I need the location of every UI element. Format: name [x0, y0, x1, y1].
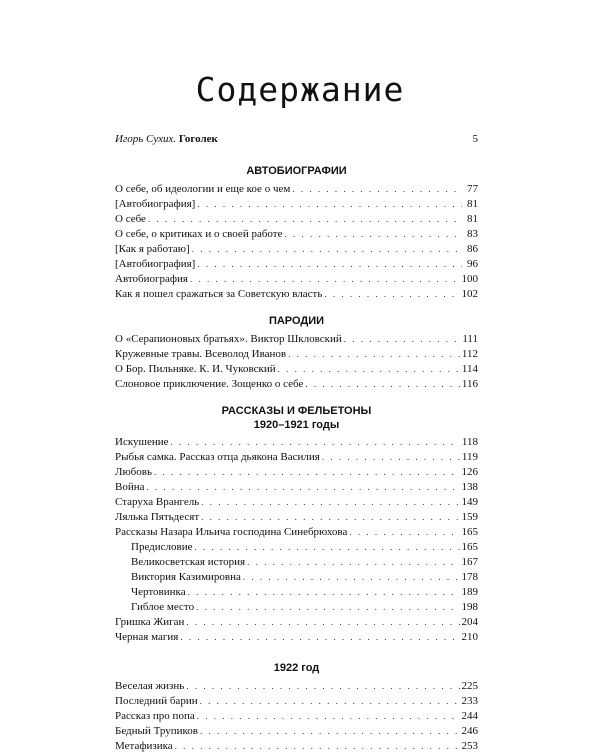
toc-entry[interactable] [115, 257, 478, 272]
leader [148, 212, 462, 227]
toc-entry[interactable] [115, 242, 478, 257]
entry-title: О себе, об идеологии и еще кое о чем [115, 183, 291, 195]
toc-entry[interactable] [115, 709, 478, 724]
page-number: 118 [461, 436, 478, 448]
entry-title: Гиблое место [131, 601, 195, 613]
page-number: 138 [461, 481, 478, 493]
page-number: 111 [462, 333, 478, 345]
leader [288, 347, 460, 362]
toc-entry[interactable] [115, 555, 478, 570]
entry-title: [Автобиография] [115, 258, 196, 270]
page-number: 100 [461, 273, 478, 285]
toc-entry[interactable] [115, 272, 478, 287]
leader [324, 287, 459, 302]
entry-title: Веселая жизнь [115, 680, 185, 692]
entry-title: Война [115, 481, 145, 493]
leader [349, 525, 459, 540]
leader [197, 709, 460, 724]
toc-entry[interactable] [115, 212, 478, 227]
leader [278, 362, 460, 377]
page-number: 112 [461, 348, 478, 360]
entry-title: Рыбья самка. Рассказ отца дьякона Василия [115, 451, 320, 463]
toc-entry[interactable] [115, 630, 478, 645]
leader [171, 435, 460, 450]
page-number: 189 [461, 586, 478, 598]
toc-entry[interactable] [115, 332, 478, 347]
leader [186, 679, 459, 694]
page-number: 165 [461, 526, 478, 538]
toc-entry[interactable] [115, 679, 478, 694]
toc-entry[interactable] [115, 570, 478, 585]
toc-entry[interactable] [115, 362, 478, 377]
page-number: 5 [472, 133, 478, 145]
page-number: 246 [461, 725, 478, 737]
page-title: Содержание [195, 70, 405, 109]
sections [115, 164, 478, 754]
toc-entry[interactable] [115, 465, 478, 480]
page-number: 116 [461, 378, 478, 390]
page-number: 77 [467, 183, 478, 195]
page-number: 244 [461, 710, 478, 722]
entry-title: Лялька Пятьдесят [115, 511, 200, 523]
leader [147, 480, 460, 495]
leader [192, 242, 462, 257]
leader [190, 272, 460, 287]
page-number: 119 [461, 451, 478, 463]
entry-title: Метафизика [115, 740, 173, 752]
section-subheading: 1920–1921 годы [253, 419, 340, 431]
intro-work: Гоголек [178, 133, 218, 145]
section-subheading: 1922 год [273, 662, 320, 674]
section-heading: ПАРОДИИ [268, 315, 325, 327]
entry-title: Чертовинка [131, 586, 186, 598]
page-number: 198 [461, 601, 478, 613]
leader [188, 585, 460, 600]
intro-entry[interactable] [115, 132, 478, 147]
page-number: 81 [467, 198, 478, 210]
entry-title: Гришка Жиган [115, 616, 185, 628]
page-number: 114 [461, 363, 478, 375]
page-number: 102 [461, 288, 478, 300]
entry-title: Кружевные травы. Всеволод Иванов [115, 348, 287, 360]
leader [292, 182, 462, 197]
toc-entry[interactable] [115, 197, 478, 212]
entry-title: [Как я работаю] [115, 243, 190, 255]
leader [305, 377, 460, 392]
toc-entry[interactable] [115, 694, 478, 709]
toc-section [115, 404, 478, 645]
entry-title: Автобиография [115, 273, 188, 285]
toc-section [115, 314, 478, 392]
leader [322, 450, 460, 465]
entry-title: Черная магия [115, 631, 179, 643]
toc-entry[interactable] [115, 435, 478, 450]
page-number: 233 [461, 695, 478, 707]
leader [186, 615, 459, 630]
toc-entry[interactable] [115, 739, 478, 754]
page-number: 210 [461, 631, 478, 643]
entry-title: О себе [115, 213, 146, 225]
toc-entry[interactable] [115, 377, 478, 392]
page-number: 149 [461, 496, 478, 508]
entry-title: Как я пошел сражаться за Советскую власть [115, 288, 323, 300]
page-number: 167 [461, 556, 478, 568]
leader [201, 495, 459, 510]
toc-entry[interactable] [115, 724, 478, 739]
entry-title: Рассказ про попа [115, 710, 195, 722]
entry-title: [Автобиография] [115, 198, 196, 210]
toc-entry[interactable] [115, 585, 478, 600]
leader [175, 739, 460, 754]
leader [195, 540, 460, 555]
toc-entry[interactable] [115, 347, 478, 362]
entry-title: Слоновое приключение. Зощенко о себе [115, 378, 304, 390]
entry-title: Великосветская история [131, 556, 246, 568]
leader [197, 257, 462, 272]
toc-section [115, 164, 478, 302]
page-number: 253 [461, 740, 478, 752]
leader [197, 197, 462, 212]
page-number: 159 [461, 511, 478, 523]
page-number: 165 [461, 541, 478, 553]
toc-entry[interactable] [115, 510, 478, 525]
leader [200, 694, 460, 709]
section-heading: АВТОБИОГРАФИИ [246, 165, 347, 177]
leader [247, 555, 459, 570]
leader [196, 600, 459, 615]
toc-entry[interactable] [115, 600, 478, 615]
intro-label [115, 132, 218, 147]
leader [284, 227, 462, 242]
leader [243, 570, 460, 585]
toc-entry[interactable] [115, 450, 478, 465]
entry-title: Виктория Казимировна [131, 571, 241, 583]
toc-entry[interactable] [115, 495, 478, 510]
page-number: 86 [467, 243, 478, 255]
page-number: 126 [461, 466, 478, 478]
leader [200, 724, 460, 739]
entry-title: Старуха Врангель [115, 496, 200, 508]
page-number: 178 [461, 571, 478, 583]
toc-section [115, 661, 478, 754]
toc-entry[interactable] [115, 480, 478, 495]
page-number: 204 [461, 616, 478, 628]
toc-entry[interactable] [115, 525, 478, 540]
entry-title: О Бор. Пильняке. К. И. Чуковский [115, 363, 276, 375]
leader [154, 465, 460, 480]
intro-author: Игорь Сухих. [115, 133, 177, 145]
toc-entry[interactable] [115, 287, 478, 302]
toc-entry[interactable] [115, 182, 478, 197]
toc-entry[interactable] [115, 227, 478, 242]
page-number: 81 [467, 213, 478, 225]
page-number: 96 [467, 258, 478, 270]
toc-entry[interactable] [115, 540, 478, 555]
entry-title: Последний барин [115, 695, 198, 707]
entry-title: Рассказы Назара Ильича господина Синебрюхова [115, 526, 348, 538]
entry-title: Бедный Трупиков [115, 725, 198, 737]
table-of-contents [115, 132, 478, 754]
entry-title: О себе, о критиках и о своей работе [115, 228, 283, 240]
page-number: 83 [467, 228, 478, 240]
leader [344, 332, 461, 347]
entry-title: Искушение [115, 436, 169, 448]
section-heading: РАССКАЗЫ И ФЕЛЬЕТОНЫ [221, 405, 372, 417]
leader [201, 510, 459, 525]
leader [180, 630, 459, 645]
entry-title: Предисловие [131, 541, 193, 553]
toc-entry[interactable] [115, 615, 478, 630]
entry-title: О «Серапионовых братьях». Виктор Шкловский [115, 333, 342, 345]
page-number: 225 [461, 680, 478, 692]
entry-title: Любовь [115, 466, 152, 478]
